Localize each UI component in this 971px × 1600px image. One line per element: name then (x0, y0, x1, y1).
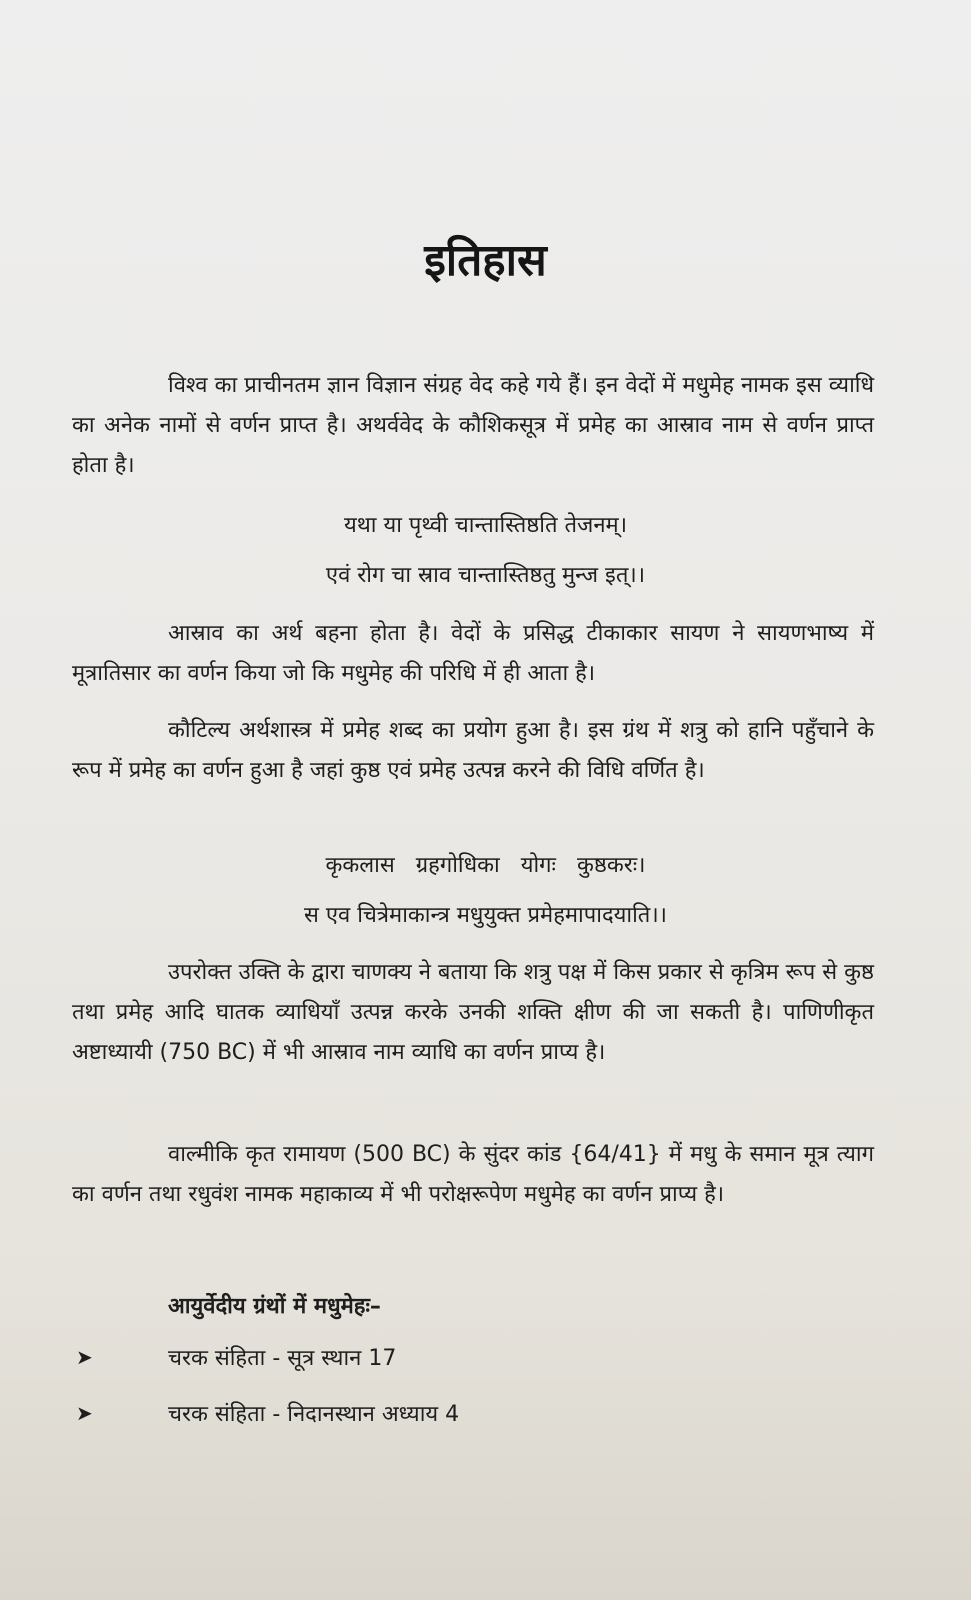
section-heading: आयुर्वेदीय ग्रंथों में मधुमेहः– (168, 1294, 381, 1319)
verse-2-line-1: कृकलास ग्रहगोधिका योगः कुष्ठकरः। (325, 853, 646, 878)
list-item-text: चरक संहिता - निदानस्थान अध्याय 4 (168, 1402, 460, 1427)
list-item (76, 1342, 396, 1372)
arrow-bullet-icon: ➤ (76, 1401, 93, 1425)
page-title: इतिहास (424, 235, 547, 286)
paragraph-1: विश्व का प्राचीनतम ज्ञान विज्ञान संग्रह वेद कहे गये हैं। इन वेदों में मधुमेह नामक इस व्याधि का अनेक नामों से वर्णन प्राप्त है। अथर्ववेद के कौशिकसूत्र में प्रमेह का आस्राव नाम से वर्णन प्राप्त होता है। (72, 373, 874, 478)
verse-1-line-1: यथा या पृथ्वी चान्तास्तिष्ठति तेजनम्। (343, 513, 628, 538)
list-item (76, 1398, 459, 1428)
paragraph-4: उपरोक्त उक्ति के द्वारा चाणक्य ने बताया कि शत्रु पक्ष में किस प्रकार से कृत्रिम रूप से कुष्ठ तथा प्रमेह आदि घातक व्याधियाँ उत्पन्न करके उनकी शक्ति क्षीण की जा सकती है। पाणिणीकृत अष्टाध्यायी (750 BC) में भी आस्राव नाम व्याधि का वर्णन प्राप्य है। (72, 960, 874, 1065)
list-item-text: चरक संहिता - सूत्र स्थान 17 (168, 1346, 397, 1371)
verse-2-line-2: स एव चित्रेमाकान्त्र मधुयुक्त प्रमेहमापादयाति।। (303, 903, 668, 928)
paragraph-5: वाल्मीकि कृत रामायण (500 BC) के सुंदर कांड {64/41} में मधु के समान मूत्र त्याग का वर्णन तथा रधुवंश नामक महाकाव्य में भी परोक्षरूपेण मधुमेह का वर्णन प्राप्य है। (72, 1142, 874, 1207)
paragraph-2: आस्राव का अर्थ बहना होता है। वेदों के प्रसिद्ध टीकाकार सायण ने सायणभाष्य में मूत्रातिसार का वर्णन किया जो कि मधुमेह की परिधि में ही आता है। (72, 621, 874, 686)
paragraph-3: कौटिल्य अर्थशास्त्र में प्रमेह शब्द का प्रयोग हुआ है। इस ग्रंथ में शत्रु को हानि पहुँचाने के रूप में प्रमेह का वर्णन हुआ है जहां कुष्ठ एवं प्रमेह उत्पन्न करने की विधि वर्णित है। (72, 718, 874, 783)
verse-1-line-2: एवं रोग चा स्राव चान्तास्तिष्ठतु मुन्ज इत्।। (325, 563, 646, 588)
arrow-bullet-icon: ➤ (76, 1345, 93, 1369)
